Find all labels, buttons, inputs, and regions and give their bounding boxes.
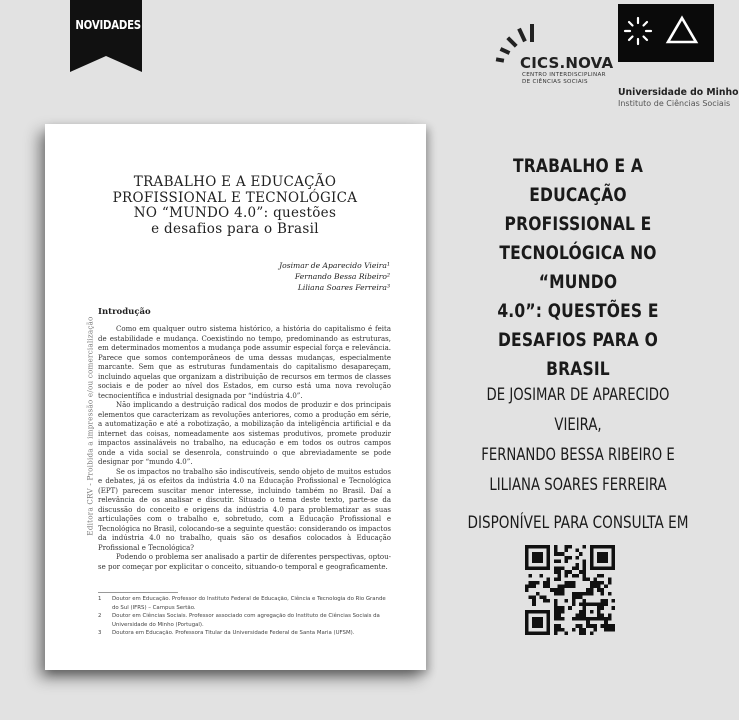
section-heading: Introdução xyxy=(98,307,151,317)
announcement-authors: DE JOSIMAR DE APARECIDO VIEIRA, FERNANDO BESSA RIBEIRO E LILIANA SOARES FERREIRA xyxy=(481,385,675,495)
footnote-rule xyxy=(98,592,178,593)
footnote: 2 Doutor em Ciências Sociais. Professor associado com agregação do Instituto de Ciências Sociais da Universidade do Minho (Portugal). xyxy=(98,613,380,628)
paragraph: Podendo o problema ser analisado a partir de diferentes perspectivas, optou-se por começar por explicitar o conceito, situando-o temporal e geograficamente. xyxy=(98,553,391,571)
cics-nova-name: CICS.NOVA xyxy=(520,54,614,72)
banner-label: NOVIDADES xyxy=(75,18,141,32)
uminho-logo-mark xyxy=(618,4,714,62)
chapter-body xyxy=(98,325,391,572)
banner-shape xyxy=(70,0,142,72)
footnotes xyxy=(98,595,391,638)
availability-text: DISPONÍVEL PARA CONSULTA EM xyxy=(467,513,689,533)
publisher-side-note: Editora CRV - Proibida a impressão e/ou comercialização xyxy=(85,316,95,536)
uminho-name: Universidade do Minho xyxy=(618,87,739,98)
novidades-banner xyxy=(70,0,142,72)
cics-nova-subtitle: CENTRO INTERDISCIPLINAR DE CIÊNCIAS SOCIAIS xyxy=(522,72,606,85)
announcement-title: TRABALHO E A EDUCAÇÃO PROFISSIONAL E TECNOLÓGICA NO “MUNDO 4.0”: QUESTÕES E DESAFIOS PARA O BRASIL xyxy=(497,156,659,380)
paragraph: Se os impactos no trabalho são indiscutíveis, sendo objeto de muitos estudos e debates, já os efeitos da indústria 4.0 na Educação Profissional e Tecnológica (EPT) parecem suscitar menor interesse, incluindo também no Brasil. Daí a relevância de os analisar e discutir. Situado o tema deste texto, parte-se da discussão do conceito e origens da indústria 4.0 para problematizar as suas articulações com o trabalho e, sobretudo, com a Educação Profissional e Tecnológica no Brasil, colocando-se a seguinte questão: considerando os impactos da indústria 4.0 no trabalho, quais são os desafios colocados à Educação Profissional e Tecnológica? xyxy=(98,467,391,552)
chapter-authors: Josimar de Aparecido Vieira¹ Fernando Bessa Ribeiro² Liliana Soares Ferreira³ xyxy=(279,261,390,292)
footnote: 3 Doutora em Educação. Professora Titular da Universidade Federal de Santa Maria (UFSM). xyxy=(98,630,355,636)
uminho-emblem-icon xyxy=(618,4,714,62)
cics-nova-logo xyxy=(488,14,614,94)
chapter-title: TRABALHO E A EDUCAÇÃO PROFISSIONAL E TECNOLÓGICA NO “MUNDO 4.0”: questões e desafios para o Brasil xyxy=(112,174,358,237)
qr-code-icon[interactable] xyxy=(525,545,615,635)
footnote: 1 Doutor em Educação. Professor do Instituto Federal de Educação, Ciência e Tecnologia do Rio Grande do Sul (IFRS) – Campus Sertão. xyxy=(98,596,386,611)
paragraph: Como em qualquer outro sistema histórico, a história do capitalismo é feita de estabilidade e mudança. Coexistindo no tempo, predominando as estruturas, em determinados momentos a mudança pode assumir especial força e relevância. Parece que somos contemporâneos de uma dessas mudanças, especialmente marcante. Sem que as estruturas fundamentais do capitalismo desapareçam, incluindo aquelas que organizam a distribuição de recursos em termos de classes sociais e de poder ao nível dos Estados, em curso está uma nova revolução tecnocientífica e industrial designada por “indústria 4.0”. xyxy=(98,325,391,400)
uminho-institute: Instituto de Ciências Sociais xyxy=(618,99,731,108)
paragraph: Não implicando a destruição radical dos modos de produzir e dos principais elementos que caracterizam as revoluções anteriores, como a produção em série, a automatização e até a robotização, a mobilização da inteligência artificial e da internet das coisas, nomeadamente aos sistemas produtivos, promete produzir impactos assinaláveis no trabalho, na educação e em todos os outros campos onde a vida social se desenrola, construindo o que abreviadamente se pode designar por “mundo 4.0”. xyxy=(98,401,391,466)
